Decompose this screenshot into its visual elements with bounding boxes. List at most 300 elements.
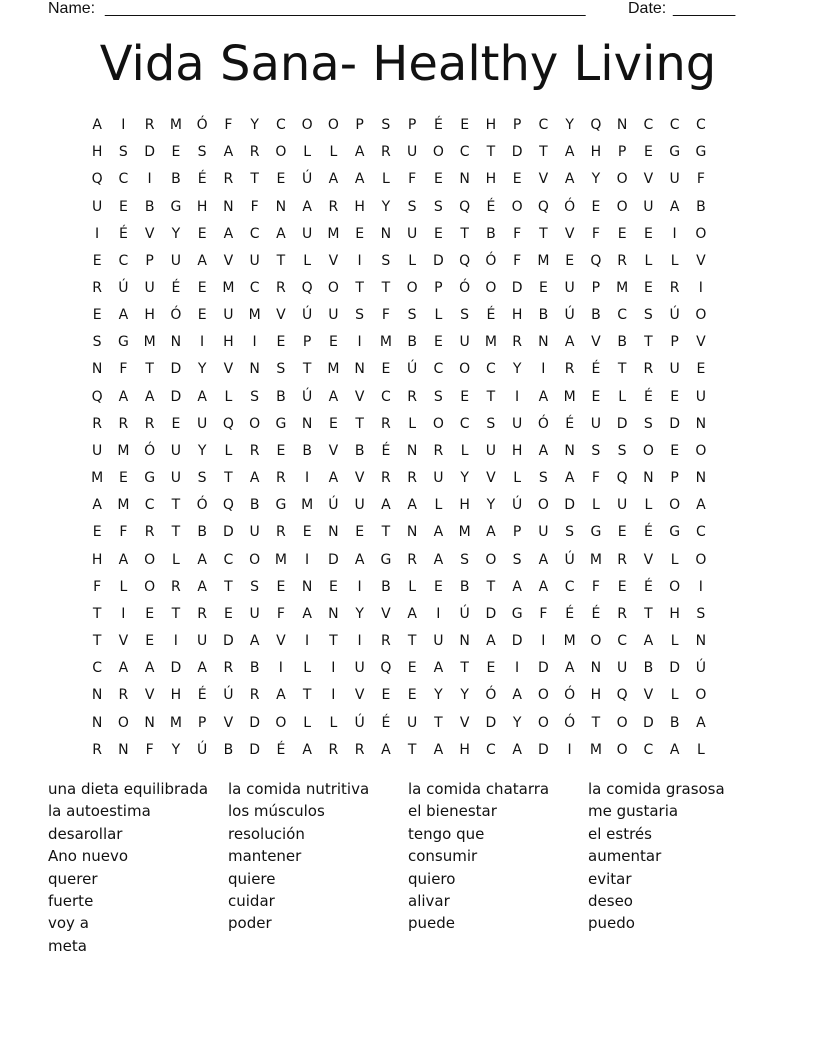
grid-letter[interactable]: H [590, 687, 602, 704]
grid-letter[interactable]: Q [301, 280, 313, 297]
grid-letter[interactable]: G [669, 144, 681, 161]
grid-letter[interactable]: Q [616, 687, 628, 704]
grid-letter[interactable]: U [564, 280, 575, 297]
grid-letter[interactable]: M [458, 524, 471, 541]
grid-letter[interactable]: O [616, 741, 628, 758]
grid-letter[interactable]: Ú [669, 307, 680, 324]
grid-letter[interactable]: N [590, 660, 602, 677]
grid-letter[interactable]: R [381, 633, 391, 650]
grid-letter[interactable]: E [276, 442, 286, 459]
grid-letter[interactable]: C [249, 225, 260, 242]
grid-letter[interactable]: I [305, 633, 310, 650]
grid-letter[interactable]: I [515, 660, 520, 677]
grid-letter[interactable]: N [223, 198, 234, 215]
grid-letter[interactable]: F [408, 171, 417, 188]
grid-letter[interactable]: N [643, 470, 654, 487]
grid-letter[interactable]: S [538, 470, 548, 487]
grid-letter[interactable]: S [591, 442, 601, 459]
grid-letter[interactable]: O [695, 307, 707, 324]
grid-letter[interactable]: É [381, 714, 391, 731]
grid-letter[interactable]: A [433, 741, 444, 758]
grid-letter[interactable]: D [511, 633, 523, 650]
grid-letter[interactable]: B [276, 388, 286, 405]
grid-letter[interactable]: Y [486, 497, 496, 514]
grid-letter[interactable]: U [92, 198, 103, 215]
grid-letter[interactable]: A [407, 497, 417, 514]
grid-letter[interactable]: I [121, 117, 126, 134]
grid-letter[interactable]: Y [197, 442, 207, 459]
grid-letter[interactable]: R [249, 687, 260, 704]
grid-letter[interactable]: Ó [196, 497, 208, 514]
grid-letter[interactable]: E [643, 280, 653, 297]
grid-letter[interactable]: A [223, 144, 234, 161]
grid-letter[interactable]: H [459, 497, 470, 514]
grid-letter[interactable]: V [118, 633, 129, 650]
grid-letter[interactable]: O [537, 687, 549, 704]
grid-letter[interactable]: A [276, 225, 286, 242]
grid-letter[interactable]: I [541, 361, 546, 378]
grid-letter[interactable]: S [276, 361, 286, 378]
grid-letter[interactable]: P [302, 334, 312, 351]
grid-letter[interactable]: C [617, 633, 628, 650]
grid-letter[interactable]: O [275, 144, 287, 161]
grid-letter[interactable]: B [354, 442, 365, 459]
grid-letter[interactable]: I [121, 605, 126, 622]
grid-letter[interactable]: O [511, 198, 523, 215]
grid-letter[interactable]: D [170, 660, 182, 677]
grid-letter[interactable]: R [564, 361, 575, 378]
grid-letter[interactable]: L [670, 633, 679, 650]
grid-letter[interactable]: R [197, 605, 207, 622]
grid-letter[interactable]: C [144, 497, 155, 514]
grid-letter[interactable]: R [512, 334, 522, 351]
grid-letter[interactable]: B [197, 524, 207, 541]
grid-letter[interactable]: P [434, 280, 443, 297]
grid-letter[interactable]: E [617, 225, 627, 242]
grid-letter[interactable]: F [250, 198, 259, 215]
grid-letter[interactable]: T [486, 578, 496, 595]
grid-letter[interactable]: B [459, 578, 470, 595]
grid-letter[interactable]: V [276, 633, 286, 650]
grid-letter[interactable]: U [695, 388, 706, 405]
grid-letter[interactable]: A [433, 660, 444, 677]
grid-letter[interactable]: U [197, 415, 208, 432]
grid-letter[interactable]: C [459, 415, 470, 432]
grid-letter[interactable]: O [144, 578, 156, 595]
grid-letter[interactable]: U [249, 605, 260, 622]
grid-letter[interactable]: Ú [328, 497, 339, 514]
grid-letter[interactable]: A [354, 171, 365, 188]
grid-letter[interactable]: V [223, 361, 234, 378]
grid-letter[interactable]: R [328, 741, 339, 758]
grid-letter[interactable]: N [275, 198, 287, 215]
grid-letter[interactable]: E [643, 144, 653, 161]
grid-letter[interactable]: U [170, 470, 181, 487]
grid-letter[interactable]: V [328, 442, 339, 459]
grid-letter[interactable]: C [564, 578, 575, 595]
grid-letter[interactable]: T [355, 415, 364, 432]
grid-letter[interactable]: T [276, 252, 286, 269]
grid-letter[interactable]: C [485, 361, 496, 378]
grid-letter[interactable]: E [223, 605, 233, 622]
grid-letter[interactable]: B [171, 171, 181, 188]
grid-letter[interactable]: H [196, 198, 208, 215]
grid-letter[interactable]: O [327, 280, 339, 297]
grid-letter[interactable]: T [92, 605, 102, 622]
grid-letter[interactable]: D [170, 361, 182, 378]
grid-letter[interactable]: N [91, 361, 103, 378]
grid-letter[interactable]: U [512, 415, 523, 432]
grid-letter[interactable]: E [486, 660, 496, 677]
grid-letter[interactable]: E [591, 198, 601, 215]
grid-letter[interactable]: M [248, 307, 261, 324]
grid-letter[interactable]: M [563, 633, 576, 650]
grid-letter[interactable]: I [698, 578, 703, 595]
grid-letter[interactable]: E [670, 388, 680, 405]
grid-letter[interactable]: U [538, 524, 549, 541]
grid-letter[interactable]: O [590, 633, 602, 650]
grid-letter[interactable]: E [407, 687, 417, 704]
grid-letter[interactable]: B [407, 334, 417, 351]
grid-letter[interactable]: O [485, 551, 497, 568]
grid-letter[interactable]: Ú [354, 714, 365, 731]
grid-letter[interactable]: N [328, 605, 339, 622]
grid-letter[interactable]: M [169, 117, 182, 134]
grid-letter[interactable]: M [91, 470, 104, 487]
grid-letter[interactable]: C [92, 660, 103, 677]
grid-letter[interactable]: E [591, 388, 601, 405]
grid-letter[interactable]: D [564, 497, 576, 514]
grid-letter[interactable]: T [224, 578, 233, 595]
grid-letter[interactable]: V [223, 714, 234, 731]
grid-letter[interactable]: S [460, 307, 470, 324]
grid-letter[interactable]: U [590, 415, 601, 432]
grid-letter[interactable]: É [381, 442, 391, 459]
grid-letter[interactable]: I [698, 280, 703, 297]
grid-letter[interactable]: O [616, 714, 628, 731]
grid-letter[interactable]: G [511, 605, 523, 622]
grid-letter[interactable]: V [144, 225, 155, 242]
grid-letter[interactable]: R [407, 551, 417, 568]
grid-letter[interactable]: M [301, 497, 314, 514]
grid-letter[interactable]: S [407, 307, 417, 324]
grid-letter[interactable]: I [278, 660, 283, 677]
grid-letter[interactable]: C [643, 117, 654, 134]
grid-letter[interactable]: U [328, 307, 339, 324]
grid-letter[interactable]: L [644, 497, 653, 514]
grid-letter[interactable]: U [433, 470, 444, 487]
grid-letter[interactable]: Ú [564, 551, 575, 568]
grid-letter[interactable]: E [118, 198, 128, 215]
grid-letter[interactable]: O [695, 225, 707, 242]
grid-letter[interactable]: A [249, 633, 260, 650]
grid-letter[interactable]: H [91, 144, 103, 161]
grid-letter[interactable]: U [249, 252, 260, 269]
grid-letter[interactable]: C [538, 117, 549, 134]
grid-letter[interactable]: A [433, 551, 444, 568]
grid-letter[interactable]: T [434, 714, 443, 731]
grid-letter[interactable]: C [669, 117, 680, 134]
grid-letter[interactable]: A [538, 551, 549, 568]
grid-letter[interactable]: A [118, 307, 129, 324]
grid-letter[interactable]: T [302, 687, 312, 704]
grid-letter[interactable]: A [197, 252, 207, 269]
grid-letter[interactable]: I [672, 225, 677, 242]
grid-letter[interactable]: F [539, 605, 548, 622]
grid-letter[interactable]: U [144, 280, 155, 297]
grid-letter[interactable]: C [223, 551, 234, 568]
grid-letter[interactable]: L [381, 171, 390, 188]
grid-letter[interactable]: Q [222, 415, 234, 432]
grid-letter[interactable]: A [118, 660, 129, 677]
grid-letter[interactable]: O [249, 551, 261, 568]
grid-letter[interactable]: O [432, 415, 444, 432]
grid-letter[interactable]: Y [171, 225, 181, 242]
grid-letter[interactable]: C [695, 524, 706, 541]
grid-letter[interactable]: A [144, 388, 155, 405]
grid-letter[interactable]: L [408, 578, 417, 595]
grid-letter[interactable]: Y [381, 198, 391, 215]
grid-letter[interactable]: Ó [170, 307, 182, 324]
grid-letter[interactable]: É [591, 605, 601, 622]
grid-letter[interactable]: S [92, 334, 102, 351]
grid-letter[interactable]: É [276, 741, 286, 758]
grid-letter[interactable]: C [643, 741, 654, 758]
grid-letter[interactable]: B [669, 714, 680, 731]
grid-letter[interactable]: E [433, 334, 443, 351]
grid-letter[interactable]: O [695, 442, 707, 459]
grid-letter[interactable]: U [197, 633, 208, 650]
grid-letter[interactable]: L [119, 578, 128, 595]
grid-letter[interactable]: S [433, 388, 443, 405]
grid-letter[interactable]: V [354, 388, 365, 405]
grid-letter[interactable]: I [252, 334, 257, 351]
grid-letter[interactable]: E [328, 578, 338, 595]
grid-letter[interactable]: E [92, 524, 102, 541]
grid-letter[interactable]: M [274, 551, 287, 568]
grid-letter[interactable]: O [327, 117, 339, 134]
grid-letter[interactable]: H [144, 307, 155, 324]
grid-letter[interactable]: O [301, 117, 313, 134]
grid-letter[interactable]: T [644, 334, 653, 351]
grid-letter[interactable]: É [565, 415, 575, 432]
grid-letter[interactable]: A [696, 497, 706, 514]
grid-letter[interactable]: R [92, 415, 102, 432]
grid-letter[interactable]: R [669, 280, 680, 297]
grid-letter[interactable]: S [512, 551, 522, 568]
grid-letter[interactable]: M [117, 497, 130, 514]
grid-letter[interactable]: M [589, 551, 602, 568]
grid-letter[interactable]: P [670, 334, 679, 351]
grid-letter[interactable]: Y [171, 741, 181, 758]
grid-letter[interactable]: H [223, 334, 234, 351]
grid-letter[interactable]: N [564, 442, 575, 459]
grid-letter[interactable]: D [485, 605, 497, 622]
grid-letter[interactable]: V [696, 252, 706, 269]
grid-letter[interactable]: B [696, 198, 706, 215]
grid-letter[interactable]: Ú [459, 605, 470, 622]
grid-letter[interactable]: Y [355, 605, 364, 622]
grid-letter[interactable]: R [407, 470, 417, 487]
grid-letter[interactable]: O [695, 551, 707, 568]
grid-letter[interactable]: L [303, 714, 312, 731]
grid-letter[interactable]: C [459, 144, 470, 161]
grid-letter[interactable]: M [117, 442, 130, 459]
grid-letter[interactable]: V [381, 605, 391, 622]
grid-letter[interactable]: G [170, 198, 182, 215]
grid-letter[interactable]: A [407, 605, 417, 622]
grid-letter[interactable]: I [200, 334, 205, 351]
grid-letter[interactable]: G [117, 334, 129, 351]
grid-letter[interactable]: R [249, 442, 260, 459]
grid-letter[interactable]: E [696, 361, 706, 378]
grid-letter[interactable]: Y [591, 171, 601, 188]
grid-letter[interactable]: I [357, 633, 362, 650]
grid-letter[interactable]: E [617, 524, 627, 541]
grid-letter[interactable]: Q [222, 497, 234, 514]
grid-letter[interactable]: R [643, 361, 654, 378]
grid-letter[interactable]: A [564, 660, 575, 677]
grid-letter[interactable]: T [407, 741, 417, 758]
grid-letter[interactable]: O [432, 144, 444, 161]
grid-letter[interactable]: E [328, 415, 338, 432]
grid-letter[interactable]: V [643, 551, 654, 568]
grid-letter[interactable]: Q [590, 117, 602, 134]
grid-letter[interactable]: E [276, 171, 286, 188]
grid-letter[interactable]: E [433, 225, 443, 242]
grid-letter[interactable]: H [459, 741, 470, 758]
grid-letter[interactable]: N [91, 714, 103, 731]
grid-letter[interactable]: Ú [564, 307, 575, 324]
grid-letter[interactable]: É [643, 578, 653, 595]
grid-letter[interactable]: S [381, 117, 391, 134]
grid-letter[interactable]: T [302, 361, 312, 378]
grid-letter[interactable]: H [511, 442, 523, 459]
grid-letter[interactable]: H [170, 687, 182, 704]
grid-letter[interactable]: M [484, 334, 497, 351]
grid-letter[interactable]: A [354, 551, 365, 568]
grid-letter[interactable]: N [301, 415, 313, 432]
grid-letter[interactable]: E [433, 578, 443, 595]
grid-letter[interactable]: I [173, 633, 178, 650]
grid-letter[interactable]: V [328, 252, 339, 269]
grid-letter[interactable]: N [170, 334, 182, 351]
grid-letter[interactable]: R [381, 144, 391, 161]
grid-letter[interactable]: E [302, 524, 312, 541]
grid-letter[interactable]: B [591, 307, 601, 324]
grid-letter[interactable]: V [643, 171, 654, 188]
grid-letter[interactable]: H [590, 144, 602, 161]
grid-letter[interactable]: Ó [485, 252, 497, 269]
grid-letter[interactable]: E [460, 388, 470, 405]
grid-letter[interactable]: O [117, 714, 129, 731]
grid-letter[interactable]: S [407, 198, 417, 215]
grid-letter[interactable]: R [276, 280, 286, 297]
grid-letter[interactable]: D [537, 660, 549, 677]
grid-letter[interactable]: N [354, 361, 365, 378]
grid-letter[interactable]: A [564, 144, 575, 161]
grid-letter[interactable]: O [406, 280, 418, 297]
grid-letter[interactable]: R [223, 171, 234, 188]
grid-letter[interactable]: F [119, 524, 128, 541]
grid-letter[interactable]: A [669, 198, 680, 215]
grid-letter[interactable]: O [485, 280, 497, 297]
grid-letter[interactable]: A [564, 171, 575, 188]
grid-letter[interactable]: É [171, 280, 181, 297]
grid-letter[interactable]: O [275, 714, 287, 731]
grid-letter[interactable]: L [696, 741, 705, 758]
grid-letter[interactable]: C [118, 252, 129, 269]
grid-letter[interactable]: R [276, 470, 286, 487]
grid-letter[interactable]: F [381, 307, 390, 324]
grid-letter[interactable]: E [565, 252, 575, 269]
grid-letter[interactable]: D [222, 633, 234, 650]
grid-letter[interactable]: U [354, 497, 365, 514]
grid-letter[interactable]: Ú [223, 687, 234, 704]
grid-letter[interactable]: O [669, 497, 681, 514]
grid-letter[interactable]: N [406, 524, 418, 541]
grid-letter[interactable]: R [328, 198, 339, 215]
grid-letter[interactable]: T [539, 225, 548, 242]
grid-letter[interactable]: G [275, 497, 287, 514]
grid-letter[interactable]: S [355, 307, 365, 324]
grid-letter[interactable]: M [222, 280, 235, 297]
grid-letter[interactable]: M [616, 280, 629, 297]
grid-letter[interactable]: S [250, 578, 260, 595]
grid-letter[interactable]: Y [512, 361, 522, 378]
grid-letter[interactable]: N [406, 442, 418, 459]
grid-letter[interactable]: P [512, 524, 522, 541]
grid-letter[interactable]: L [224, 442, 233, 459]
grid-letter[interactable]: N [459, 171, 470, 188]
grid-letter[interactable]: V [538, 171, 549, 188]
grid-letter[interactable]: L [670, 252, 679, 269]
grid-letter[interactable]: E [460, 117, 470, 134]
grid-letter[interactable]: I [331, 687, 336, 704]
grid-letter[interactable]: U [302, 225, 313, 242]
grid-letter[interactable]: R [276, 524, 286, 541]
grid-letter[interactable]: L [408, 415, 417, 432]
grid-letter[interactable]: V [354, 470, 365, 487]
grid-letter[interactable]: C [695, 117, 706, 134]
grid-letter[interactable]: V [696, 334, 706, 351]
grid-letter[interactable]: A [302, 741, 312, 758]
grid-letter[interactable]: P [670, 470, 679, 487]
grid-letter[interactable]: O [537, 714, 549, 731]
grid-letter[interactable]: E [145, 605, 155, 622]
grid-letter[interactable]: A [433, 524, 444, 541]
grid-letter[interactable]: B [538, 307, 549, 324]
grid-letter[interactable]: É [643, 388, 653, 405]
grid-letter[interactable]: R [354, 741, 365, 758]
grid-letter[interactable]: M [563, 388, 576, 405]
grid-letter[interactable]: B [249, 497, 260, 514]
grid-letter[interactable]: D [485, 714, 497, 731]
grid-letter[interactable]: A [92, 497, 102, 514]
grid-letter[interactable]: F [591, 578, 600, 595]
grid-letter[interactable]: E [197, 280, 207, 297]
grid-letter[interactable]: R [144, 117, 155, 134]
grid-letter[interactable]: Ó [459, 280, 471, 297]
grid-letter[interactable]: E [355, 524, 365, 541]
grid-letter[interactable]: U [617, 660, 628, 677]
grid-letter[interactable]: R [381, 415, 391, 432]
grid-letter[interactable]: S [118, 144, 128, 161]
grid-letter[interactable]: R [249, 144, 260, 161]
grid-letter[interactable]: Y [434, 687, 443, 704]
grid-letter[interactable]: N [301, 578, 313, 595]
grid-letter[interactable]: G [669, 524, 681, 541]
